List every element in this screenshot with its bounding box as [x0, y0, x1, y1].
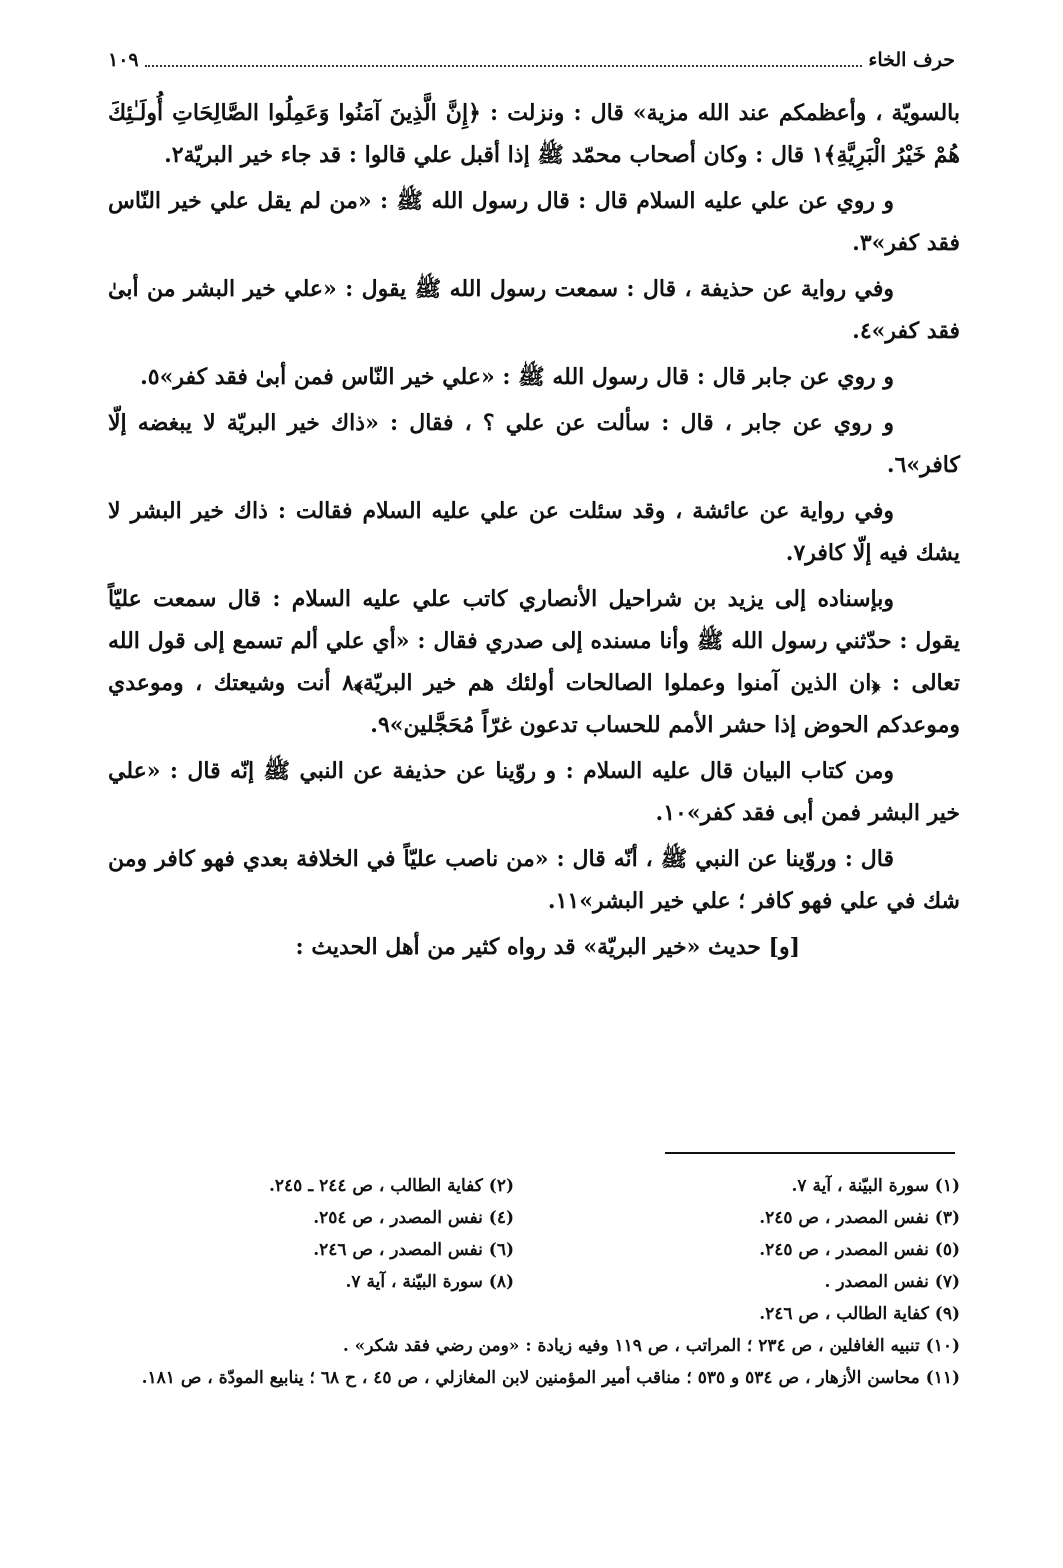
paragraph: قال : وروّينا عن النبي ﷺ ، أنّه قال : «من ناصب عليّاً في الخلافة بعدي فهو كافر ومن شك في علي فهو كافر ؛ علي خير البشر»١١. [108, 846, 960, 914]
footnote: (٨) سورة البيّنة ، آية ٧. [345, 1272, 514, 1292]
footnote-divider [665, 1152, 955, 1154]
paragraph: ومن كتاب البيان قال عليه السلام : و روّينا عن حذيفة عن النبي ﷺ إنّه قال : «علي خير البشر فمن أبى فقد كفر»١٠. [108, 758, 960, 826]
page-number: ١٠٩ [108, 49, 139, 71]
paragraph: وفي رواية عن حذيفة ، قال : سمعت رسول الله ﷺ يقول : «علي خير البشر من أبىٰ فقد كفر»٤. [108, 276, 960, 344]
footnote: (٢) كفاية الطالب ، ص ٢٤٤ ـ ٢٤٥. [268, 1176, 514, 1196]
footnote: (١٠) تنبيه الغافلين ، ص ٢٣٤ ؛ المراتب ، ص ١١٩ وفيه زيادة : «ومن رضي فقد شكر» . [342, 1336, 960, 1356]
footnote: (٩) كفاية الطالب ، ص ٢٤٦. [759, 1304, 960, 1324]
footnote: (١) سورة البيّنة ، آية ٧. [791, 1176, 960, 1196]
paragraph: وفي رواية عن عائشة ، وقد سئلت عن علي عليه السلام فقالت : ذاك خير البشر لا يشك فيه إلّا كافر٧. [108, 498, 960, 566]
chapter-title: حرف الخاء [868, 49, 955, 71]
footnote: (٦) نفس المصدر ، ص ٢٤٦. [313, 1240, 514, 1260]
footnote: (١١) محاسن الأزهار ، ص ٥٣٤ و ٥٣٥ ؛ مناقب أمير المؤمنين لابن المغازلي ، ص ٤٥ ، ح ٦٨ ؛ ينابيع المودّة ، ص ١٨١. [141, 1368, 960, 1388]
footnote-grid [108, 1170, 960, 1298]
running-header [108, 44, 955, 76]
paragraph: و روي عن جابر قال : قال رسول الله ﷺ : «علي خير النّاس فمن أبىٰ فقد كفر»٥. [140, 364, 894, 390]
paragraph: بالسويّة ، وأعظمكم عند الله مزية» قال : ونزلت : ﴿إِنَّ الَّذِينَ آمَنُوا وَعَمِلُوا الصَّالِحَاتِ أُولَـٰئِكَ هُمْ خَيْرُ الْبَرِيَّةِ﴾١ قال : وكان أصحاب محمّد ﷺ إذا أقبل علي قالوا : قد جاء خير البريّة٢. [108, 100, 960, 168]
main-text [108, 92, 960, 972]
footnote: (٤) نفس المصدر ، ص ٢٥٤. [313, 1208, 514, 1228]
dotted-leader [145, 65, 863, 67]
paragraph: و روي عن علي عليه السلام قال : قال رسول الله ﷺ : «من لم يقل علي خير النّاس فقد كفر»٣. [108, 188, 960, 256]
footnote: (٥) نفس المصدر ، ص ٢٤٥. [759, 1240, 960, 1260]
paragraph: وبإسناده إلى يزيد بن شراحيل الأنصاري كاتب علي عليه السلام : قال سمعت عليّاً يقول : حدّثني رسول الله ﷺ وأنا مسنده إلى صدري فقال : «أي علي ألم تسمع إلى قول الله تعالى : ﴿ان الذين آمنوا وعملوا الصالحات أولئك هم خير البريّة﴾٨ أنت وشيعتك ، وموعدي وموعدكم الحوض إذا حشر الأمم للحساب تدعون غرّاً مُحَجَّلين»٩. [108, 586, 960, 738]
paragraph: [و] حديث «خير البريّة» قد رواه كثير من أهل الحديث : [295, 934, 800, 960]
footnotes [108, 1170, 960, 1394]
paragraph: و روي عن جابر ، قال : سألت عن علي ؟ ، فقال : «ذاك خير البريّة لا يبغضه إلّا كافر»٦. [108, 410, 960, 478]
footnote: (٣) نفس المصدر ، ص ٢٤٥. [759, 1208, 960, 1228]
footnote: (٧) نفس المصدر . [824, 1272, 960, 1292]
